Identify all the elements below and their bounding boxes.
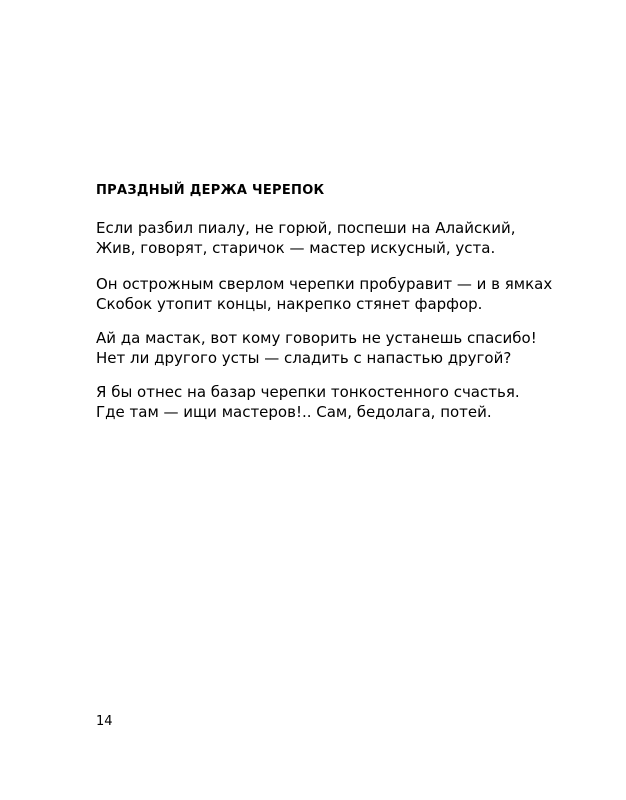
page-number: 14: [96, 714, 113, 729]
stanza-line: Жив, говорят, старичок — мастер искусный, уста.: [96, 239, 496, 257]
stanza-line: Где там — ищи мастеров!.. Сам, бедолага, потей.: [96, 403, 492, 421]
stanza-2: [96, 274, 552, 314]
stanza-line: Нет ли другого усты — сладить с напастью другой?: [96, 349, 512, 367]
stanza-line: Я бы отнес на базар черепки тонкостенного счастья.: [96, 383, 520, 401]
stanza-3: [96, 328, 537, 368]
stanza-4: [96, 382, 520, 422]
stanza-line: Он острожным сверлом черепки пробуравит — и в ямках: [96, 275, 553, 293]
stanza-line: Если разбил пиалу, не горюй, поспеши на Алайский,: [96, 219, 516, 237]
stanza-line: Ай да мастак, вот кому говорить не устанешь спасибо!: [96, 329, 537, 347]
stanza-1: [96, 218, 516, 258]
poem-title: ПРАЗДНЫЙ ДЕРЖА ЧЕРЕПОК: [96, 183, 325, 198]
stanza-line: Скобок утопит концы, накрепко стянет фарфор.: [96, 295, 483, 313]
